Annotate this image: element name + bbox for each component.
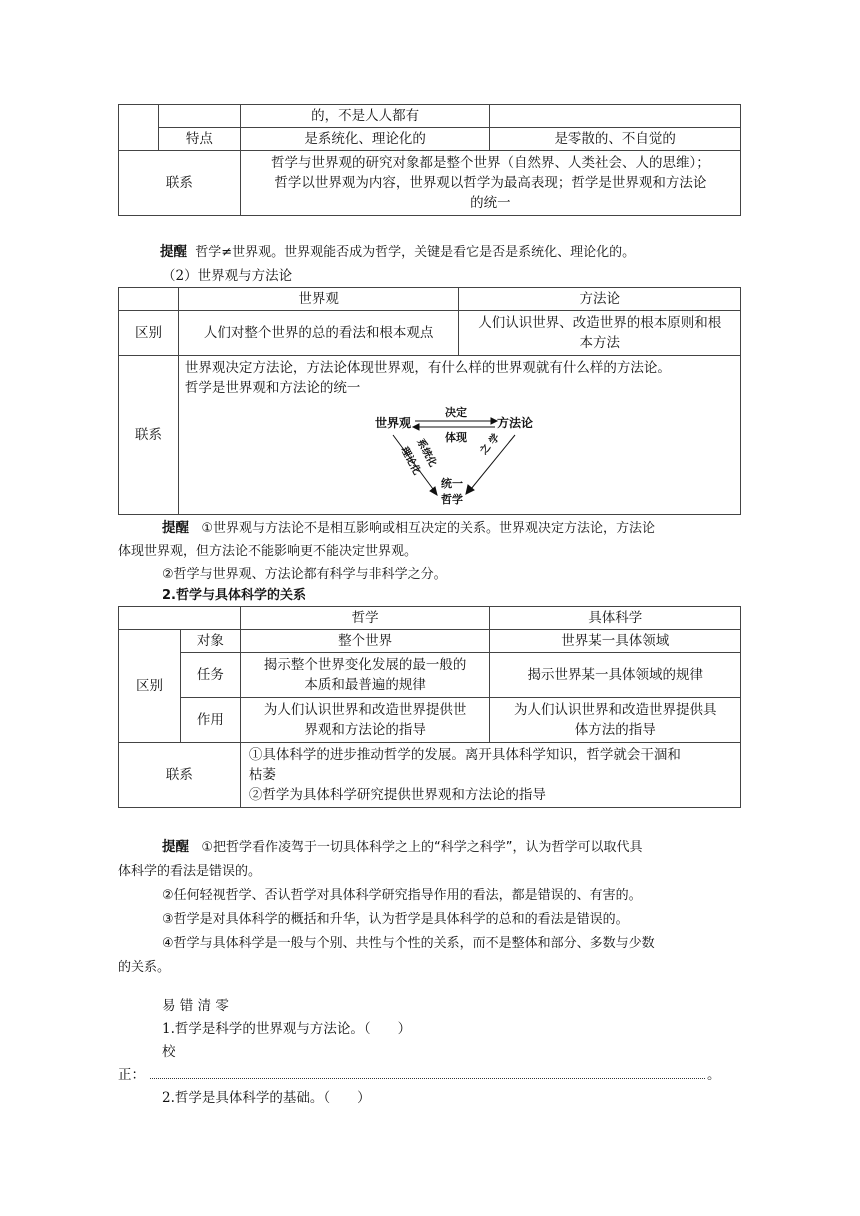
row-label: 区别 [119,630,181,743]
table-row [119,653,741,698]
table-cell: 人们认识世界、改造世界的根本原则和根 本方法 [459,311,741,356]
table-cell: 哲学与世界观的研究对象都是整个世界（自然界、人类社会、人的思维）； 哲学以世界观为内容，世界观以哲学为最高表现；哲学是世界观和方法论 的统一 [240,151,740,216]
diagram-label-science-r2: 之 [478,442,494,457]
table-row [119,630,741,653]
section-heading: 2.哲学与具体科学的关系 [162,588,306,603]
table-cell: 的，不是人人都有 [240,105,490,128]
table-cell: 是零散的、不自觉的 [490,128,741,151]
table-header-row [119,607,741,630]
diagram-label-decide: 决定 [444,406,467,419]
row-label: 联系 [119,743,241,808]
section-heading: 易 错 清 零 [162,998,229,1014]
table-row [119,698,741,743]
answer-line[interactable] [150,1078,705,1079]
diagram-node-methodology: 方法论 [496,416,533,430]
line-end-mark: 。 [707,1067,721,1083]
table-cell: 揭示世界某一具体领域的规律 [490,653,741,698]
table-cell: ①具体科学的进步推动哲学的发展。离开具体科学知识，哲学就会干涸和 枯萎 ②哲学为具体科学研究提供世界观和方法论的指导 [240,743,740,808]
row-label: 作用 [180,698,240,743]
table-row [119,743,741,808]
table-cell [490,105,741,128]
row-label: 联系 [119,151,241,216]
row-label: 对象 [180,630,240,653]
worldview-methodology-diagram [375,405,575,509]
table-cell: 世界观决定方法论，方法论体现世界观，有什么样的世界观就有什么样的方法论。 哲学是世界观和方法论的统一 世界观 方法论 决定 体现 统一 哲学 理论化 系统化 学 之 [178,356,740,515]
table-row [119,105,741,128]
table-row [119,151,741,216]
diagram-node-worldview: 世界观 [374,416,411,430]
table-row [119,356,741,515]
table-cell: 揭示整个世界变化发展的最一般的 本质和最普遍的规律 [240,653,490,698]
row-label: 特点 [158,128,240,151]
table-cell: 世界某一具体领域 [490,630,741,653]
correction-label: 校 [162,1044,176,1060]
question-1: 1.哲学是科学的世界观与方法论。（ ） [162,1021,412,1037]
row-label: 区别 [119,311,179,356]
table-row [119,128,741,151]
table-worldview-vs-methodology [118,287,741,515]
column-header: 具体科学 [490,607,741,630]
table-cell: 整个世界 [240,630,490,653]
table-cell: 人们对整个世界的总的看法和根本观点 [178,311,459,356]
tip-note: 提醒 ①把哲学看作凌驾于一切具体科学之上的“科学之科学”，认为哲学可以取代具 体科学的看法是错误的。 ②任何轻视哲学、否认哲学对具体科学研究指导作用的看法，都是错误的、有害的。 ③哲学是对具体科学的概括和升华，认为哲学是具体科学的总和的看法是错误的。 ④哲学与具体科学是一般与个别、共性与个性的关系，而不是整体和部分、多数与少数 的关系。 [118,839,655,975]
column-header: 哲学 [240,607,490,630]
diagram-node-unity: 统一 [440,477,463,490]
table-cell: 是系统化、理论化的 [240,128,490,151]
diagram-node-philosophy: 哲学 [440,493,463,506]
row-label: 任务 [180,653,240,698]
table-philosophy-vs-worldview [118,104,741,216]
table-philosophy-vs-science [118,606,741,808]
question-2: 2.哲学是具体科学的基础。（ ） [162,1090,371,1106]
row-label: 联系 [119,356,179,515]
tip-note: 提醒 ①世界观与方法论不是相互影响或相互决定的关系。世界观决定方法论，方法论 体现世界观，但方法论不能影响更不能决定世界观。 ②哲学与世界观、方法论都有科学与非科学之分。 [118,520,656,582]
correction-label-2: 正： [118,1067,145,1083]
column-header: 方法论 [459,288,741,311]
table-header-row [119,288,741,311]
section-heading: （2）世界观与方法论 [162,268,293,284]
column-header: 世界观 [178,288,459,311]
diagram-label-science-r1: 学 [487,432,503,447]
table-row [119,311,741,356]
diagram-label-theoretical: 理论化 [398,445,423,477]
table-cell: 为人们认识世界和改造世界提供世 界观和方法论的指导 [240,698,490,743]
tip-note: 提醒 哲学≠世界观。世界观能否成为哲学，关键是看它是否是系统化、理论化的。 [160,244,636,260]
table-cell: 为人们认识世界和改造世界提供具 体方法的指导 [490,698,741,743]
diagram-label-embody: 体现 [444,431,467,444]
diagram-label-systematic: 系统化 [414,437,439,469]
